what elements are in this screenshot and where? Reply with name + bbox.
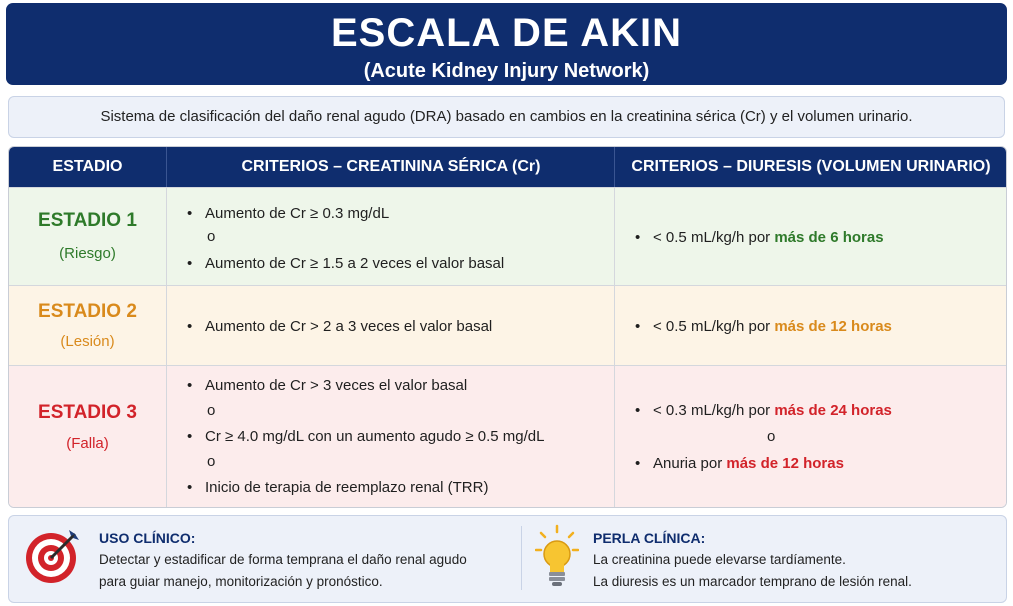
diuresis-cell (614, 188, 1007, 286)
creatinine-cell (166, 366, 615, 508)
perla-clinica-line-1: La creatinina puede elevarse tardíamente. (593, 552, 846, 567)
stage-cell (9, 188, 166, 286)
diuresis-cell (614, 286, 1007, 366)
table-row-stage-1 (9, 187, 1006, 286)
table-row-stage-3 (9, 365, 1006, 508)
list-item: • Aumento de Cr > 2 a 3 veces el valor basal (187, 318, 493, 335)
perla-clinica-title: PERLA CLÍNICA: (593, 530, 706, 546)
list-item: • Cr ≥ 4.0 mg/dL con un aumento agudo ≥ 0.5 mg/dL (187, 428, 545, 445)
creatinine-cell (166, 286, 615, 366)
lightbulb-icon (535, 524, 579, 590)
uso-clinico-line-2: para guiar manejo, monitorización y pronóstico. (99, 574, 383, 589)
uso-clinico-line-1: Detectar y estadificar de forma temprana el daño renal agudo (99, 552, 467, 567)
stage-name: ESTADIO 2 (38, 301, 137, 322)
list-item: • Aumento de Cr ≥ 0.3 mg/dL (187, 205, 390, 222)
stage-sub: (Falla) (66, 435, 109, 452)
list-item: • Inicio de terapia de reemplazo renal (TRR) (187, 479, 489, 496)
perla-clinica-line-2: La diuresis es un marcador temprano de lesión renal. (593, 574, 912, 589)
stage-cell (9, 286, 166, 366)
stage-sub: (Riesgo) (59, 245, 116, 262)
akin-table (8, 146, 1007, 508)
list-item: • Aumento de Cr > 3 veces el valor basal (187, 377, 468, 394)
or-text: o (207, 228, 216, 245)
stage-sub: (Lesión) (60, 333, 115, 350)
stage-name: ESTADIO 1 (38, 210, 137, 231)
stage-cell (9, 366, 166, 508)
list-item: • Anuria por más de 12 horas (635, 455, 844, 472)
uso-clinico-title: USO CLÍNICO: (99, 530, 196, 546)
header-diuresis: CRITERIOS – DIURESIS (VOLUMEN URINARIO) (614, 147, 1007, 187)
list-item: • Aumento de Cr ≥ 1.5 a 2 veces el valor basal (187, 255, 505, 272)
or-text: o (207, 453, 216, 470)
list-item: • < 0.3 mL/kg/h por más de 24 horas (635, 402, 892, 419)
table-row-stage-2 (9, 285, 1006, 366)
list-item: • < 0.5 mL/kg/h por más de 6 horas (635, 229, 884, 246)
stage-name: ESTADIO 3 (38, 402, 137, 423)
divider (521, 526, 522, 590)
target-icon (23, 524, 85, 586)
footer-panel (8, 515, 1007, 603)
or-text: o (767, 428, 776, 445)
list-item: • < 0.5 mL/kg/h por más de 12 horas (635, 318, 892, 335)
page-title: ESCALA DE AKIN (330, 11, 683, 55)
header-stage: ESTADIO (52, 158, 123, 175)
creatinine-cell (166, 188, 615, 286)
table-header (9, 147, 1006, 187)
page-subtitle: (Acute Kidney Injury Network) (363, 60, 650, 82)
diuresis-cell (614, 366, 1007, 508)
intro-text: Sistema de clasificación del daño renal agudo (DRA) basado en cambios en la creatinina sérica (Cr) y el volumen urinario. (8, 96, 1005, 138)
title-banner (6, 3, 1007, 85)
or-text: o (207, 402, 216, 419)
header-creatinine: CRITERIOS – CREATININA SÉRICA (Cr) (166, 147, 615, 187)
